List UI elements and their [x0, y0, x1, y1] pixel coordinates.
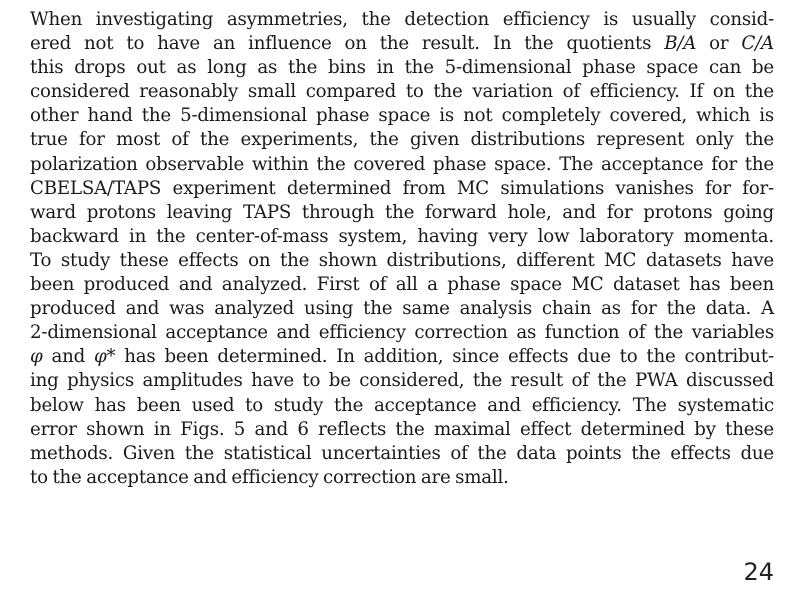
- body-paragraph: [30, 8, 774, 490]
- paragraph-line-6: true for most of the experiments, the given distributions represent only the: [30, 129, 774, 151]
- paragraph-line-19: methods. Given the statistical uncertainties of the data points the effects due: [30, 442, 774, 464]
- paragraph-line-12: been produced and analyzed. First of all a phase space MC dataset has been: [30, 274, 774, 296]
- paragraph-line-10: backward in the center-of-mass system, having very low laboratory momenta.: [30, 225, 774, 247]
- page-number: 24: [743, 558, 774, 586]
- paragraph-line-9: ward protons leaving TAPS through the forward hole, and for protons going: [30, 201, 774, 223]
- paragraph-line-14: 2-dimensional acceptance and efficiency correction as function of the variables: [30, 322, 774, 344]
- paragraph-line-3: this drops out as long as the bins in the 5-dimensional phase space can be: [30, 57, 774, 79]
- paragraph-line-18: error shown in Figs. 5 and 6 reflects the maximal effect determined by these: [30, 418, 774, 440]
- paragraph-line-15: φ and φ* has been determined. In addition, since effects due to the contribut-: [30, 346, 774, 368]
- paragraph-line-5: other hand the 5-dimensional phase space is not completely covered, which is: [30, 105, 774, 127]
- paragraph-line-2: ered not to have an influence on the result. In the quotients B/A or C/A: [30, 33, 774, 55]
- paragraph-line-16: ing physics amplitudes have to be considered, the result of the PWA discussed: [30, 370, 774, 392]
- paragraph-line-4: considered reasonably small compared to the variation of efficiency. If on the: [30, 81, 774, 103]
- paragraph-line-1: When investigating asymmetries, the detection efficiency is usually consid-: [30, 9, 774, 30]
- paragraph-line-17: below has been used to study the acceptance and efficiency. The systematic: [30, 394, 774, 416]
- paragraph-line-8: CBELSA/TAPS experiment determined from MC simulations vanishes for for-: [30, 177, 774, 199]
- paragraph-line-11: To study these effects on the shown distributions, different MC datasets have: [30, 249, 774, 271]
- paragraph-line-7: polarization observable within the covered phase space. The acceptance for the: [30, 153, 774, 175]
- paragraph-line-20: to the acceptance and efficiency correction are small.: [30, 466, 509, 488]
- paragraph-line-13: produced and was analyzed using the same analysis chain as for the data. A: [30, 298, 774, 320]
